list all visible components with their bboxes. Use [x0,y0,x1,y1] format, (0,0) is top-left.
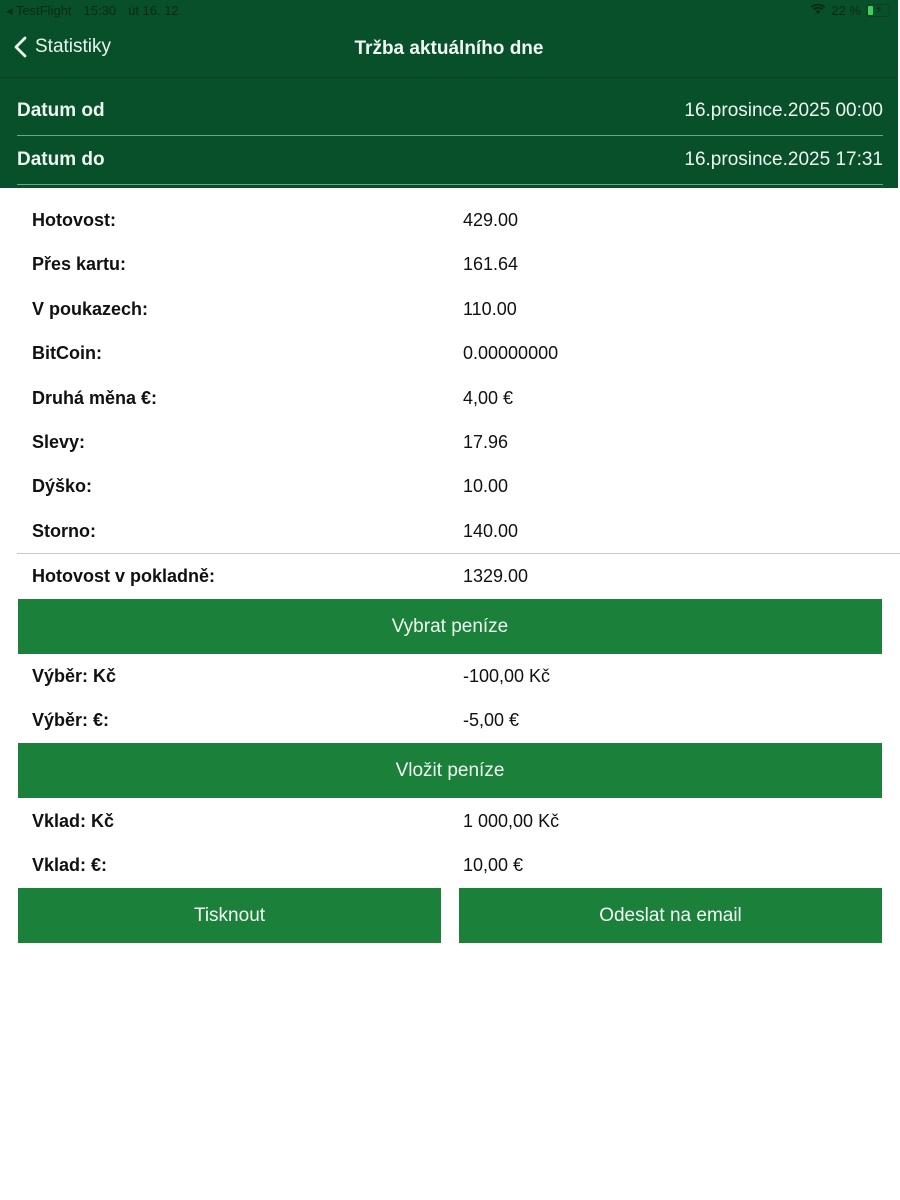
withdraw-money-button[interactable]: Vybrat peníze [18,599,882,654]
deposit-money-button[interactable]: Vložit peníze [18,743,882,798]
date-from-row[interactable] [17,87,883,136]
deposit-eur-value: 10,00 € [463,855,524,875]
status-time: 15:30 [83,3,117,18]
withdraw-eur-label: Výběr: €: [32,710,110,730]
summary-value: 161.64 [463,254,519,275]
send-email-button[interactable]: Odeslat na email [459,888,882,943]
deposit-czk-value: 1 000,00 Kč [463,811,560,831]
summary-value: 429.00 [463,210,519,230]
deposit-czk-label: Vklad: Kč [32,811,115,831]
summary-label: Hotovost: [32,210,116,230]
summary-row-bitcoin [0,331,900,375]
date-to-label: Datum do [17,149,105,170]
battery-percent: 22 % [831,3,861,18]
header [0,0,898,188]
back-to-app-link[interactable]: ◂ TestFlight [6,3,72,18]
navigation-bar [0,22,898,78]
summary-label: Dýško: [32,476,93,497]
print-button[interactable]: Tisknout [18,888,441,943]
summary-value: 17.96 [463,431,509,452]
summary-row-card [0,242,900,286]
status-bar [0,0,898,22]
summary-value: 10.00 [463,476,509,497]
cash-in-register-value: 1329.00 [463,566,529,586]
withdraw-czk-value: -100,00 Kč [463,666,551,686]
back-button-label: Statistiky [35,36,112,57]
summary-row-cash [0,198,900,242]
page-title: Tržba aktuálního dne [354,38,544,59]
wifi-icon [810,3,826,18]
cash-in-register-label: Hotovost v pokladně: [32,566,216,586]
summary-value: 0.00000000 [463,343,559,364]
summary-label: V poukazech: [32,298,149,319]
summary-value: 4,00 € [463,387,514,408]
date-from-value[interactable]: 16.prosince.2025 00:00 [684,100,883,121]
summary-label: Storno: [32,520,96,541]
date-from-label: Datum od [17,100,105,121]
summary-row-second-currency [0,376,900,420]
summary-row-storno [0,509,900,553]
date-to-value[interactable]: 16.prosince.2025 17:31 [684,149,883,170]
summary-row-vouchers [0,287,900,331]
summary-label: Druhá měna €: [32,387,158,408]
status-date: út 16. 12. [128,3,183,18]
summary-list [0,198,900,553]
summary-label: BitCoin: [32,343,102,364]
withdraw-czk-row [0,666,900,706]
withdraw-czk-label: Výběr: Kč [32,666,117,686]
summary-row-tips [0,464,900,508]
withdraw-eur-value: -5,00 € [463,710,520,730]
summary-row-discounts [0,420,900,464]
deposit-czk-row [0,811,900,851]
summary-label: Slevy: [32,431,86,452]
divider [17,553,900,554]
summary-value: 110.00 [463,298,517,319]
summary-label: Přes kartu: [32,254,127,275]
date-to-row[interactable] [17,136,883,185]
deposit-eur-label: Vklad: €: [32,855,108,875]
battery-charging-icon: ⚡ [866,4,890,17]
summary-value: 140.00 [463,520,519,541]
